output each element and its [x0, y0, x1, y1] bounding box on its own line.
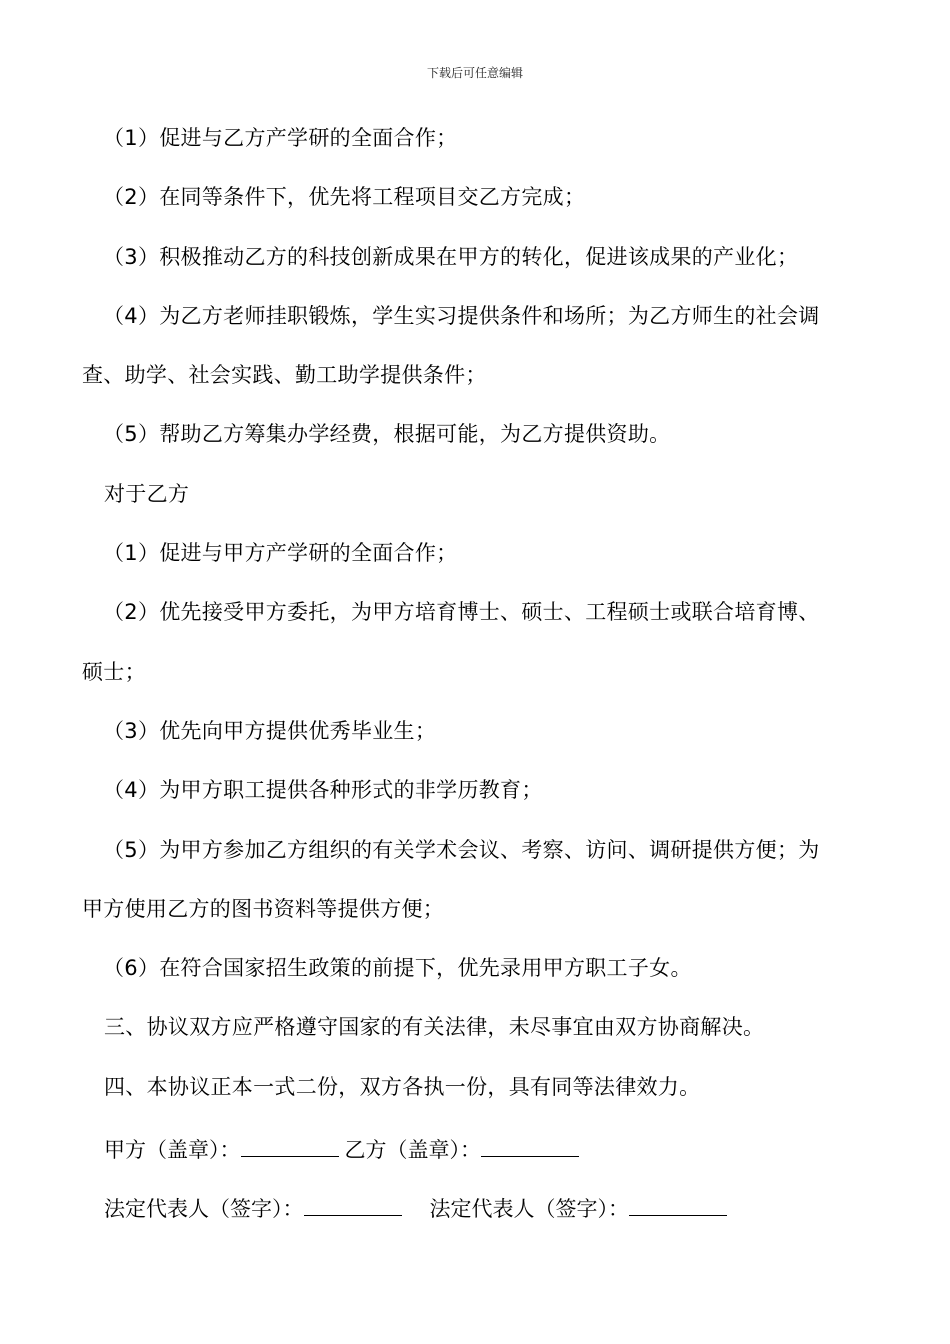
clause-line: （1）促进与乙方产学研的全面合作；	[103, 126, 458, 150]
article-three: 三、协议双方应严格遵守国家的有关法律，未尽事宜由双方协商解决。	[104, 1015, 765, 1040]
clause-line: （5）帮助乙方筹集办学经费，根据可能，为乙方提供资助。	[103, 422, 671, 447]
article-four: 四、本协议正本一式二份，双方各执一份，具有同等法律效力。	[104, 1074, 701, 1099]
clause-line-continuation: 硕士；	[82, 659, 146, 684]
party-b-seal-blank[interactable]	[481, 1126, 579, 1157]
representative-row	[82, 1185, 872, 1244]
party-a-rep-blank[interactable]	[304, 1185, 402, 1216]
clause-line: （3）优先向甲方提供优秀毕业生；	[103, 718, 437, 743]
document-body	[82, 118, 872, 1245]
seal-row	[82, 1126, 872, 1185]
clause-line: （1）促进与甲方产学研的全面合作；	[103, 541, 458, 566]
clause-line: （4）为甲方职工提供各种形式的非学历教育；	[103, 778, 543, 803]
clause-line: （4）为乙方老师挂职锻炼，学生实习提供条件和场所；为乙方师生的社会调	[103, 303, 820, 328]
clause-line: （3）积极推动乙方的科技创新成果在甲方的转化，促进该成果的产业化；	[103, 244, 799, 269]
party-b-rep-label: 法定代表人（签字）：	[429, 1197, 629, 1222]
clause-line: （5）为甲方参加乙方组织的有关学术会议、考察、访问、调研提供方便；为	[103, 837, 820, 862]
clause-line: （2）优先接受甲方委托，为甲方培育博士、硕士、工程硕士或联合培育博、	[103, 600, 820, 625]
clause-line: （2）在同等条件下，优先将工程项目交乙方完成；	[103, 185, 586, 210]
clause-line-continuation: 甲方使用乙方的图书资料等提供方便；	[82, 896, 445, 921]
party-a-rep-label: 法定代表人（签字）：	[104, 1197, 304, 1222]
section-heading: 对于乙方	[104, 481, 190, 506]
party-b-rep-blank[interactable]	[629, 1185, 727, 1216]
party-b-seal-label: 乙方（盖章）：	[344, 1138, 481, 1163]
clause-line-continuation: 查、助学、社会实践、勤工助学提供条件；	[82, 363, 487, 388]
page-header: 下载后可任意编辑	[426, 66, 523, 80]
party-a-seal-blank[interactable]	[241, 1126, 339, 1157]
clause-line: （6）在符合国家招生政策的前提下，优先录用甲方职工子女。	[103, 956, 692, 981]
party-a-seal-label: 甲方（盖章）：	[104, 1138, 241, 1163]
